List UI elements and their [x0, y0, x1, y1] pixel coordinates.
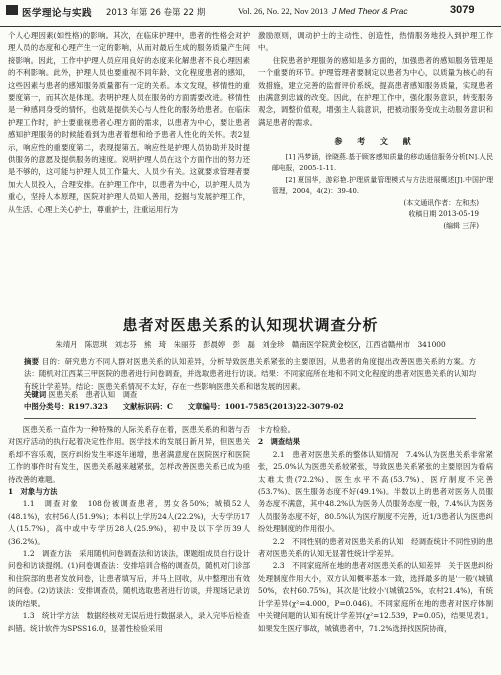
body-paragraph: 2.3 不同家庭所在地的患者对医患关系的认知差异 关于医患纠纷处理制度作用大小，双方认知概率基本一致，选择最多的是'一般'(城镇50%，农村60.75%)，其次是'比较小'(城镇25%，农村21.4%)，有统计学差异(χ²=4.000，P=0.046)。不同家庭所在地的患者对医疗体制中关键问题的认知有统计学差异(χ²=12.539，P=0.05)，结果见表1。如果发生医疗事故，城镇患者中，71.2%选择找医院协商， — [258, 561, 493, 633]
body-paragraph: 住院患者护理服务的感知是多方面的，加强患者的感知服务管理是一个重要的环节。护理管理者要制定以患者为中心，以质量为核心的有效措施，建立完善的监督评价系统，提高患者感知服务质量，实现患者由满意到忠诚的改变。因此，在护理工作中，强化服务意识，转变服务观念，调整价值观，增强主人翁意识，把被动服务变成主动服务意识和满足患者的需求。 — [258, 55, 493, 127]
body-paragraph: 1.2 调查方法 采用随机问卷调查法和访谈法，课题组成员自行设计问卷和访谈提纲。(1)问卷调查法：安排培训合格的调查员，随机对门诊部和住院部的患者发放问卷，让患者填写后，并马上回收，从中整理出有效的问卷。(2)访谈法：安排调查员，随机选取患者进行访谈，并现场记录访谈的结果。 — [8, 549, 250, 608]
abstract-label: 摘要 — [24, 357, 40, 366]
references-heading: 参 考 文 献 — [334, 136, 417, 147]
body-paragraph: 1.1 调查对象 108份被调查患者，男女各50%；城镇52人(48.1%)，农村56人(51.9%)；本科以上学历24人(22.2%)，大专学历17人(15.7%)，高中或中专学历28人(25.9%)，初中及以下学历39人(36.2%)。 — [8, 499, 250, 546]
column-1 — [8, 30, 250, 216]
section-heading: 2 调查结果 — [258, 437, 301, 447]
keywords-label: 关键词 — [24, 390, 47, 399]
section-heading: 1 对象与方法 — [8, 487, 58, 497]
body-paragraph: 医患关系一直作为一种特殊的人际关系存在着，医患关系的和谐与否对医疗活动的执行起着决定性作用。医学技术的发展日新月异，但医患关系却不容乐观，医疗纠纷发生率逐年递增，患者满意度在医院医疗和医院工作的事件时有发生，医患关系越来越紧张，怎样改善医患关系已成为亟待改善的难题。 — [8, 425, 250, 484]
page-number: 3079 — [450, 4, 475, 16]
divider — [24, 418, 476, 419]
received-date: 收稿日期 2013-05-19 — [408, 210, 479, 219]
body-paragraph: 2.1 患者对医患关系的整体认知情况 7.4%认为医患关系非常紧张，25.0%认为医患关系较紧张，导致医患关系紧张的主要原因为看病太难太贵(72.2%)、医生水平不高(53.7%)、医疗制度不完善(53.7%)、医生服务态度不好(49.1%)。半数以上的患者对医务人员服务态度不满意，其中48.2%认为医务人员服务态度一般，7.4%认为医务人员服务态度不好，80.5%认为医疗制度不完善，近1/3患者认为医患纠纷处理制度的作用很小。 — [258, 449, 493, 534]
journal-name: 医学理论与实践 — [22, 8, 93, 19]
issue-label: 2013 年第 26 卷第 22 期 — [106, 8, 206, 18]
reference-item: [1] 冯梦涵，徐晓燕.基于顾客感知质量的移动通信服务分析[N].人民邮电报，2005-1-11. — [272, 152, 493, 173]
article-authors: 朱靖月 陈思琪 刘志芬 熊 琦 朱丽芬 彭晨婷 彭 磊 刘金珍 赣南医学院黄金校区，江西省赣州市 341000 — [55, 340, 446, 349]
corresponding-author-note: (本文通讯作者：左和杰) — [403, 198, 479, 207]
abstract — [24, 356, 476, 393]
body-paragraph: 2.2 不同性别的患者对医患关系的认知 经调查统计不同性别的患者对医患关系的认知无显著性统计学差异。 — [258, 536, 493, 559]
body-paragraph: 激励原则，调动护士的主动性、创造性，热情服务地投入到护理工作中。 — [258, 31, 493, 53]
journal-name-en: J Med Theor & Prac — [332, 6, 408, 16]
article-title: 患者对医患关系的认知现状调查分析 — [122, 316, 379, 334]
classification-line: 中图分类号：R197.323 文献标识码：C 文章编号：1001-7585(2013)22-3079-02 — [24, 402, 344, 412]
volume-label: Vol. 26, No. 22, Nov 2013 — [238, 6, 328, 16]
column-2 — [258, 30, 493, 232]
header-mark-icon — [6, 5, 18, 15]
page-header — [0, 0, 501, 27]
column-4 — [258, 424, 493, 635]
article-meta — [24, 389, 476, 414]
body-paragraph: 卡方检验。 — [258, 425, 295, 434]
keywords-text: 医患关系 患者认知 调查 — [48, 390, 138, 399]
editor-note: (编辑 三萍) — [443, 221, 479, 230]
keywords-line — [24, 389, 476, 401]
abstract-text: 目的：研究患方不同人群对医患关系的认知差异，分析导致医患关系紧张的主要原因，从患者的角度提出改善医患关系的方案。方法：随机对江西某三甲医院的患者进行问卷调查，并选取患者进行访谈。结果：不同家庭所在地和不同文化程度的患者对医患关系的认知均有统计学差异。结论：医患关系情况不太好，存在一些影响医患关系和谐发展的因素。 — [24, 357, 476, 391]
body-paragraph: 1.3 统计学方法 数据经核对无误后进行数据录入，录入完毕后检查纠错。统计软件为SPSS16.0，显著性检验采用 — [8, 611, 250, 633]
body-paragraph: 个人心理因素(如性格)的影响。其次，在临床护理中，患者的性格会对护理人员的态度和心理产生一定的影响，从而对最后生成的服务质量产生间接影响。因此，工作中护理人员应用良好的态度来化解患者不良心理因素的不利影响。此外，护理人员也要重视不同年龄、文化程度患者的感知，这些因素与患者的感知服务质量都有一定的关系。本文发现，移情性的重要度第一，而其次是体现。表明护理人员在服务的方面需要改进。移情性是一种感同身受的情怀，也就是提供关心与人性化的服务给患者。在临床护理工作时，护士要重视患者心理方面的需求，以患者为中心，要让患者感知护理服务的时候能看到为患者着想和给予患者人性化的关怀。表2显示，响应性的重要度第二，表现提第五。响应性是护理人员协助并及时提供服务的意愿及提供服务的速度。说明护理人员在这个方面作出的努力还是不够的，这可能与护理人员工作量大、人员少有关。这就要求管理者要加大人员投入，合理安排。在护理工作中，以患者为中心，以护理人员为重心，坚持人本原理，医院对护理人员知人善用，挖掘与发展护理工作，从生活、心理上关心护士，尊重护士，注重运用行为 — [8, 31, 250, 214]
column-3 — [8, 424, 250, 635]
reference-item: [2] 夏国华，游彩艳.护理质量管理模式与方法进展概述[J].中国护理管理，2004，4(2)：39-40. — [272, 175, 493, 196]
